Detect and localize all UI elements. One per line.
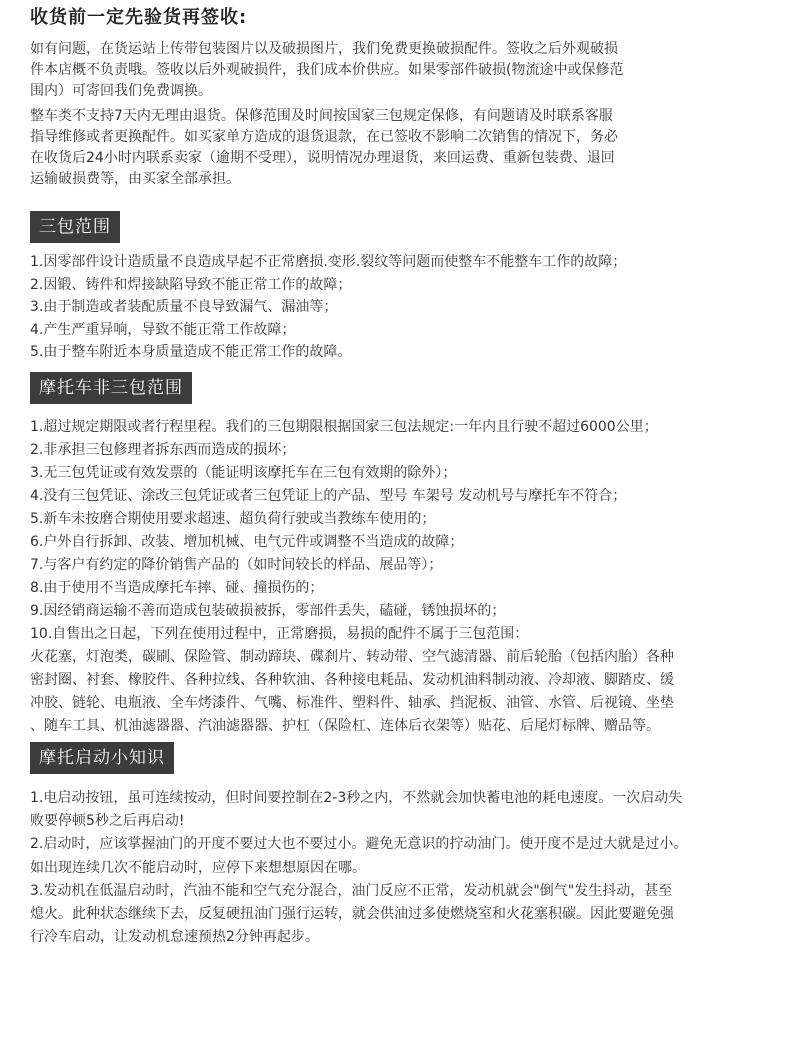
list-item: 冲胶、链轮、电瓶液、全车烤漆件、气嘴、标准件、塑料件、轴承、挡泥板、油管、水管、后视镜、坐垫 <box>30 695 674 711</box>
text-line: 围内）可寄回我们免费调换。 <box>30 83 212 99</box>
list-item: 3.无三包凭证或有效发票的（能证明该摩托车在三包有效期的除外）； <box>30 465 457 481</box>
section-header-start-tips: 摩托启动小知识 <box>30 742 174 774</box>
list-item: 火花塞，灯泡类，碳刷、保险管、制动蹄块、碟刹片、转动带、空气滤清器、前后轮胎（包括内胎）各种 <box>30 649 674 665</box>
text-line: 运输破损费等，由买家全部承担。 <box>30 171 240 187</box>
list-item: 、随车工具、机油滤器器、汽油滤器器、护杠（保险杠、连体后衣架等）贴花、后尾灯标牌、赠品等。 <box>30 718 660 734</box>
text-line: 整车类不支持7天内无理由退货。保修范围及时间按国家三包规定保修，有问题请及时联系客服 <box>30 108 613 124</box>
list-item: 5.由于整车附近本身质量造成不能正常工作的故障。 <box>30 344 352 360</box>
list-item: 3.发动机在低温启动时，汽油不能和空气充分混合，油门反应不正常，发动机就会"倒气"发生抖动，甚至 <box>30 882 673 899</box>
section-header-non-warranty-scope: 摩托车非三包范围 <box>30 372 192 404</box>
list-item: 行冷车启动，让发动机怠速预热2分钟再起步。 <box>30 929 319 946</box>
list-item: 8.由于使用不当造成摩托车摔、碰、撞损伤的； <box>30 580 324 596</box>
list-item: 2.非承担三包修理者拆东西而造成的损坏； <box>30 442 296 458</box>
warranty-scope-list <box>30 251 765 364</box>
list-item: 9.因经销商运输不善而造成包装破损被拆，零部件丢失，磕碰，锈蚀损坏的； <box>30 603 506 619</box>
text-line: 如有问题，在货运站上传带包装图片以及破损图片，我们免费更换破损配件。签收之后外观破损 <box>30 41 618 57</box>
section-header-warranty-scope: 三包范围 <box>30 211 120 243</box>
list-item: 2.启动时，应该掌握油门的开度不要过大也不要过小。避免无意识的拧动油门。使开度不是过大就是过小。 <box>30 836 688 853</box>
intro-paragraph-return-policy <box>30 106 760 190</box>
list-item: 密封圈、衬套、橡胶件、各种拉线、各种软油、各种接电耗品、发动机油料制动液、冷却液、脚踏皮、缓 <box>30 672 674 688</box>
list-item: 5.新车未按磨合期使用要求超速、超负荷行驶或当教练车使用的； <box>30 511 436 527</box>
page-title: 收货前一定先验货再签收: <box>30 7 248 28</box>
list-item: 10.自售出之日起，下列在使用过程中，正常磨损，易损的配件不属于三包范围： <box>30 626 529 642</box>
list-item: 1.电启动按钮，虽可连续按动，但时间要控制在2-3秒之内，不然就会加快蓄电池的耗电速度。一次启动失 <box>30 790 683 806</box>
text-line: 件本店概不负责哦。签收以后外观破损件，我们成本价供应。如果零部件破损(物流途中或保修范 <box>30 62 624 78</box>
list-item: 熄火。此种状态继续下去，反复硬扭油门强行运转，就会供油过多使燃烧室和火花塞积碳。因此要避免强 <box>30 906 674 923</box>
list-item: 3.由于制造或者装配质量不良导致漏气、漏油等； <box>30 299 338 315</box>
list-item: 2.因锻、铸件和焊接缺陷导致不能正常工作的故障； <box>30 276 352 293</box>
non-warranty-scope-list <box>30 416 765 738</box>
list-item: 6.户外自行拆卸、改装、增加机械、电气元件或调整不当造成的故障； <box>30 534 464 550</box>
text-line: 在收货后24小时内联系卖家（逾期不受理），说明情况办理退货，来回运费、重新包装费、退回 <box>30 150 615 166</box>
list-item: 如出现连续几次不能启动时，应停下来想想原因在哪。 <box>30 859 366 876</box>
start-tips-list <box>30 787 765 949</box>
list-item: 1.超过规定期限或者行程里程。我们的三包期限根据国家三包法规定:一年内且行驶不超过6000公里； <box>30 419 658 435</box>
list-item: 4.产生严重异响，导致不能正常工作故障； <box>30 321 296 338</box>
list-item: 败要停顿5秒之后再启动! <box>30 813 185 830</box>
text-line: 指导维修或者更换配件。如买家单方造成的退货退款，在已签收不影响二次销售的情况下，务必 <box>30 129 618 145</box>
list-item: 4.没有三包凭证、涂改三包凭证或者三包凭证上的产品、型号 车架号 发动机号与摩托车不符合； <box>30 488 627 504</box>
list-item: 7.与客户有约定的降价销售产品的（如时间较长的样品、展品等）； <box>30 557 443 573</box>
intro-paragraph-damage <box>30 39 760 102</box>
list-item: 1.因零部件设计造质量不良造成早起不正常磨损.变形.裂纹等问题而使整车不能整车工作的故障； <box>30 254 627 270</box>
